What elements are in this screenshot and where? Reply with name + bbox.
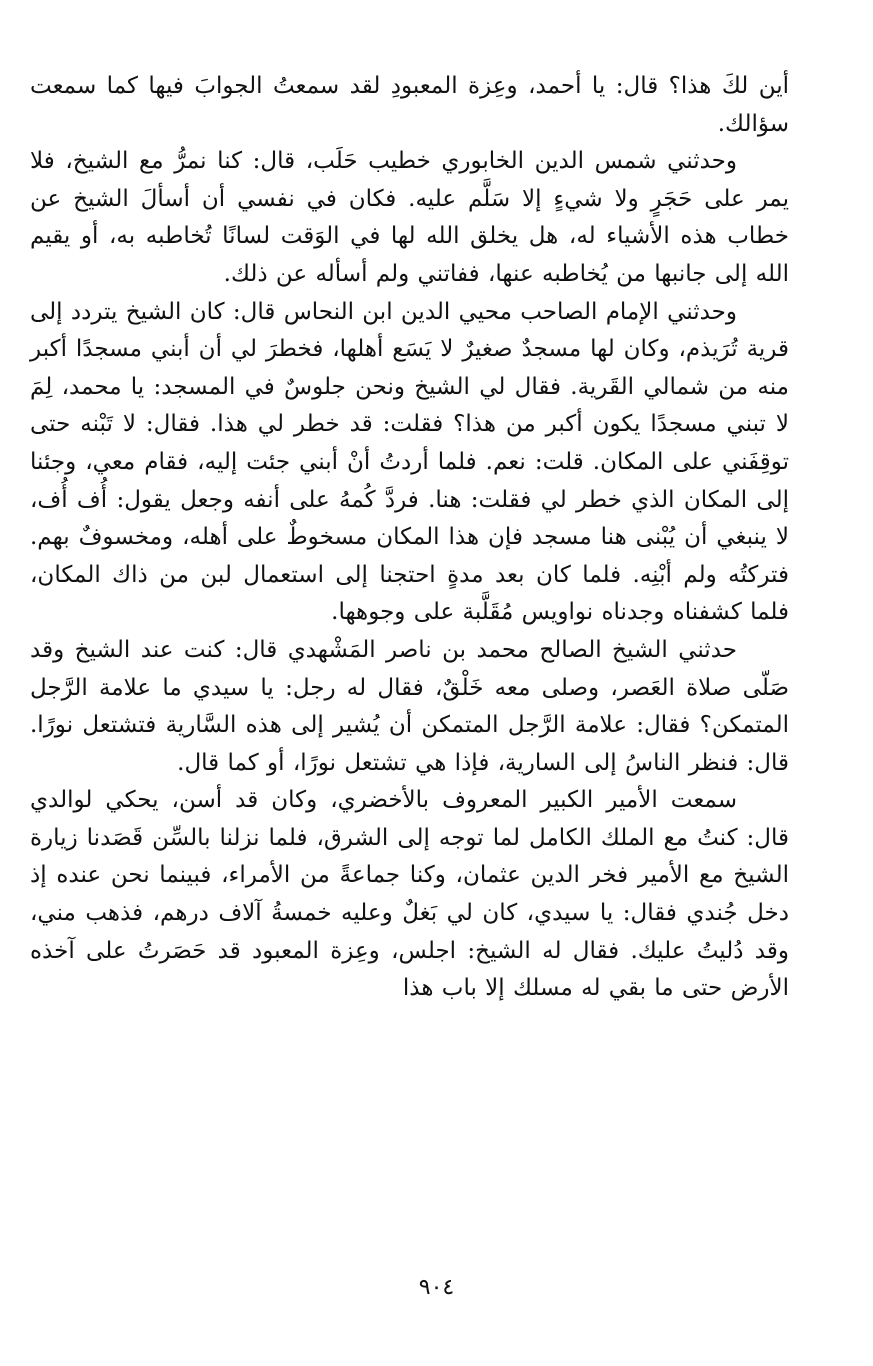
body-text [30, 68, 789, 1008]
paragraph-4: حدثني الشيخ الصالح محمد بن ناصر المَشْهدي قال: كنت عند الشيخ وقد صَلّى صلاة العَصر، وصلى معه خَلْقٌ، فقال له رجل: يا سيدي ما علامة الرَّجل المتمكن؟ فقال: علامة الرَّجل المتمكن أن يُشير إلى هذه السَّارية فتشتعل نورًا. قال: فنظر الناسُ إلى السارية، فإذا هي تشتعل نورًا، أو كما قال. [30, 636, 789, 776]
page-number: ٩٠٤ [418, 1275, 455, 1300]
paragraph-5: سمعت الأمير الكبير المعروف بالأخضري، وكان قد أسن، يحكي لوالدي قال: كنتُ مع الملك الكامل لما توجه إلى الشرق، فلما نزلنا بالسِّن قَصَدنا زيارة الشيخ مع الأمير فخر الدين عثمان، وكنا جماعةً من الأمراء، فبينما نحن عنده إذ دخل جُندي فقال: يا سيدي، كان لي بَغلٌ وعليه خمسةُ آلاف درهم، فذهب مني، وقد دُليتُ عليك. فقال له الشيخ: اجلس، وعِزة المعبود قد حَصَرتُ على آخذه الأرض حتى ما بقي له مسلك إلا باب هذا [30, 787, 789, 1002]
paragraph-1: أين لكَ هذا؟ قال: يا أحمد، وعِزة المعبودِ لقد سمعتُ الجوابَ فيها كما سمعت سؤالك. [30, 73, 789, 137]
paragraph-3: وحدثني الإمام الصاحب محيي الدين ابن النحاس قال: كان الشيخ يتردد إلى قرية تُرَيذم، وكان لها مسجدٌ صغيرٌ لا يَسَع أهلها، فخطرَ لي أن أبني مسجدًا أكبر منه من شمالي القَرية. فقال لي الشيخ ونحن جلوسٌ في المسجد: يا محمد، لِمَ لا تبني مسجدًا يكون أكبر من هذا؟ فقلت: قد خطر لي هذا. فقال: لا تَبْنه حتى توقِفَني على المكان. قلت: نعم. فلما أردتُ أنْ أبني جئت إليه، فقام معي، وجئنا إلى المكان الذي خطر لي فقلت: هنا. فردَّ كُمهُ على أنفه وجعل يقول: أُف أُف، لا ينبغي أن يُبْنى هنا مسجد فإن هذا المكان مسخوطٌ على أهله، ومخسوفٌ بهم. فتركتُه ولم أبْنِه. فلما كان بعد مدةٍ احتجنا إلى استعمال لبن من ذاك المكان، فلما كشفناه وجدناه نواويس مُقَلَّبة على وجوهها. [30, 298, 789, 626]
paragraph-2: وحدثني شمس الدين الخابوري خطيب حَلَب، قال: كنا نمرُّ مع الشيخ، فلا يمر على حَجَرٍ ولا شيءٍ إلا سَلَّم عليه. فكان في نفسي أن أسألَ الشيخ عن خطاب هذه الأشياء له، هل يخلق الله لها في الوَقت لسانًا تُخاطبه به، أو يقيم الله إلى جانبها من يُخاطبه عنها، ففاتني ولم أسأله عن ذلك. [30, 148, 789, 287]
